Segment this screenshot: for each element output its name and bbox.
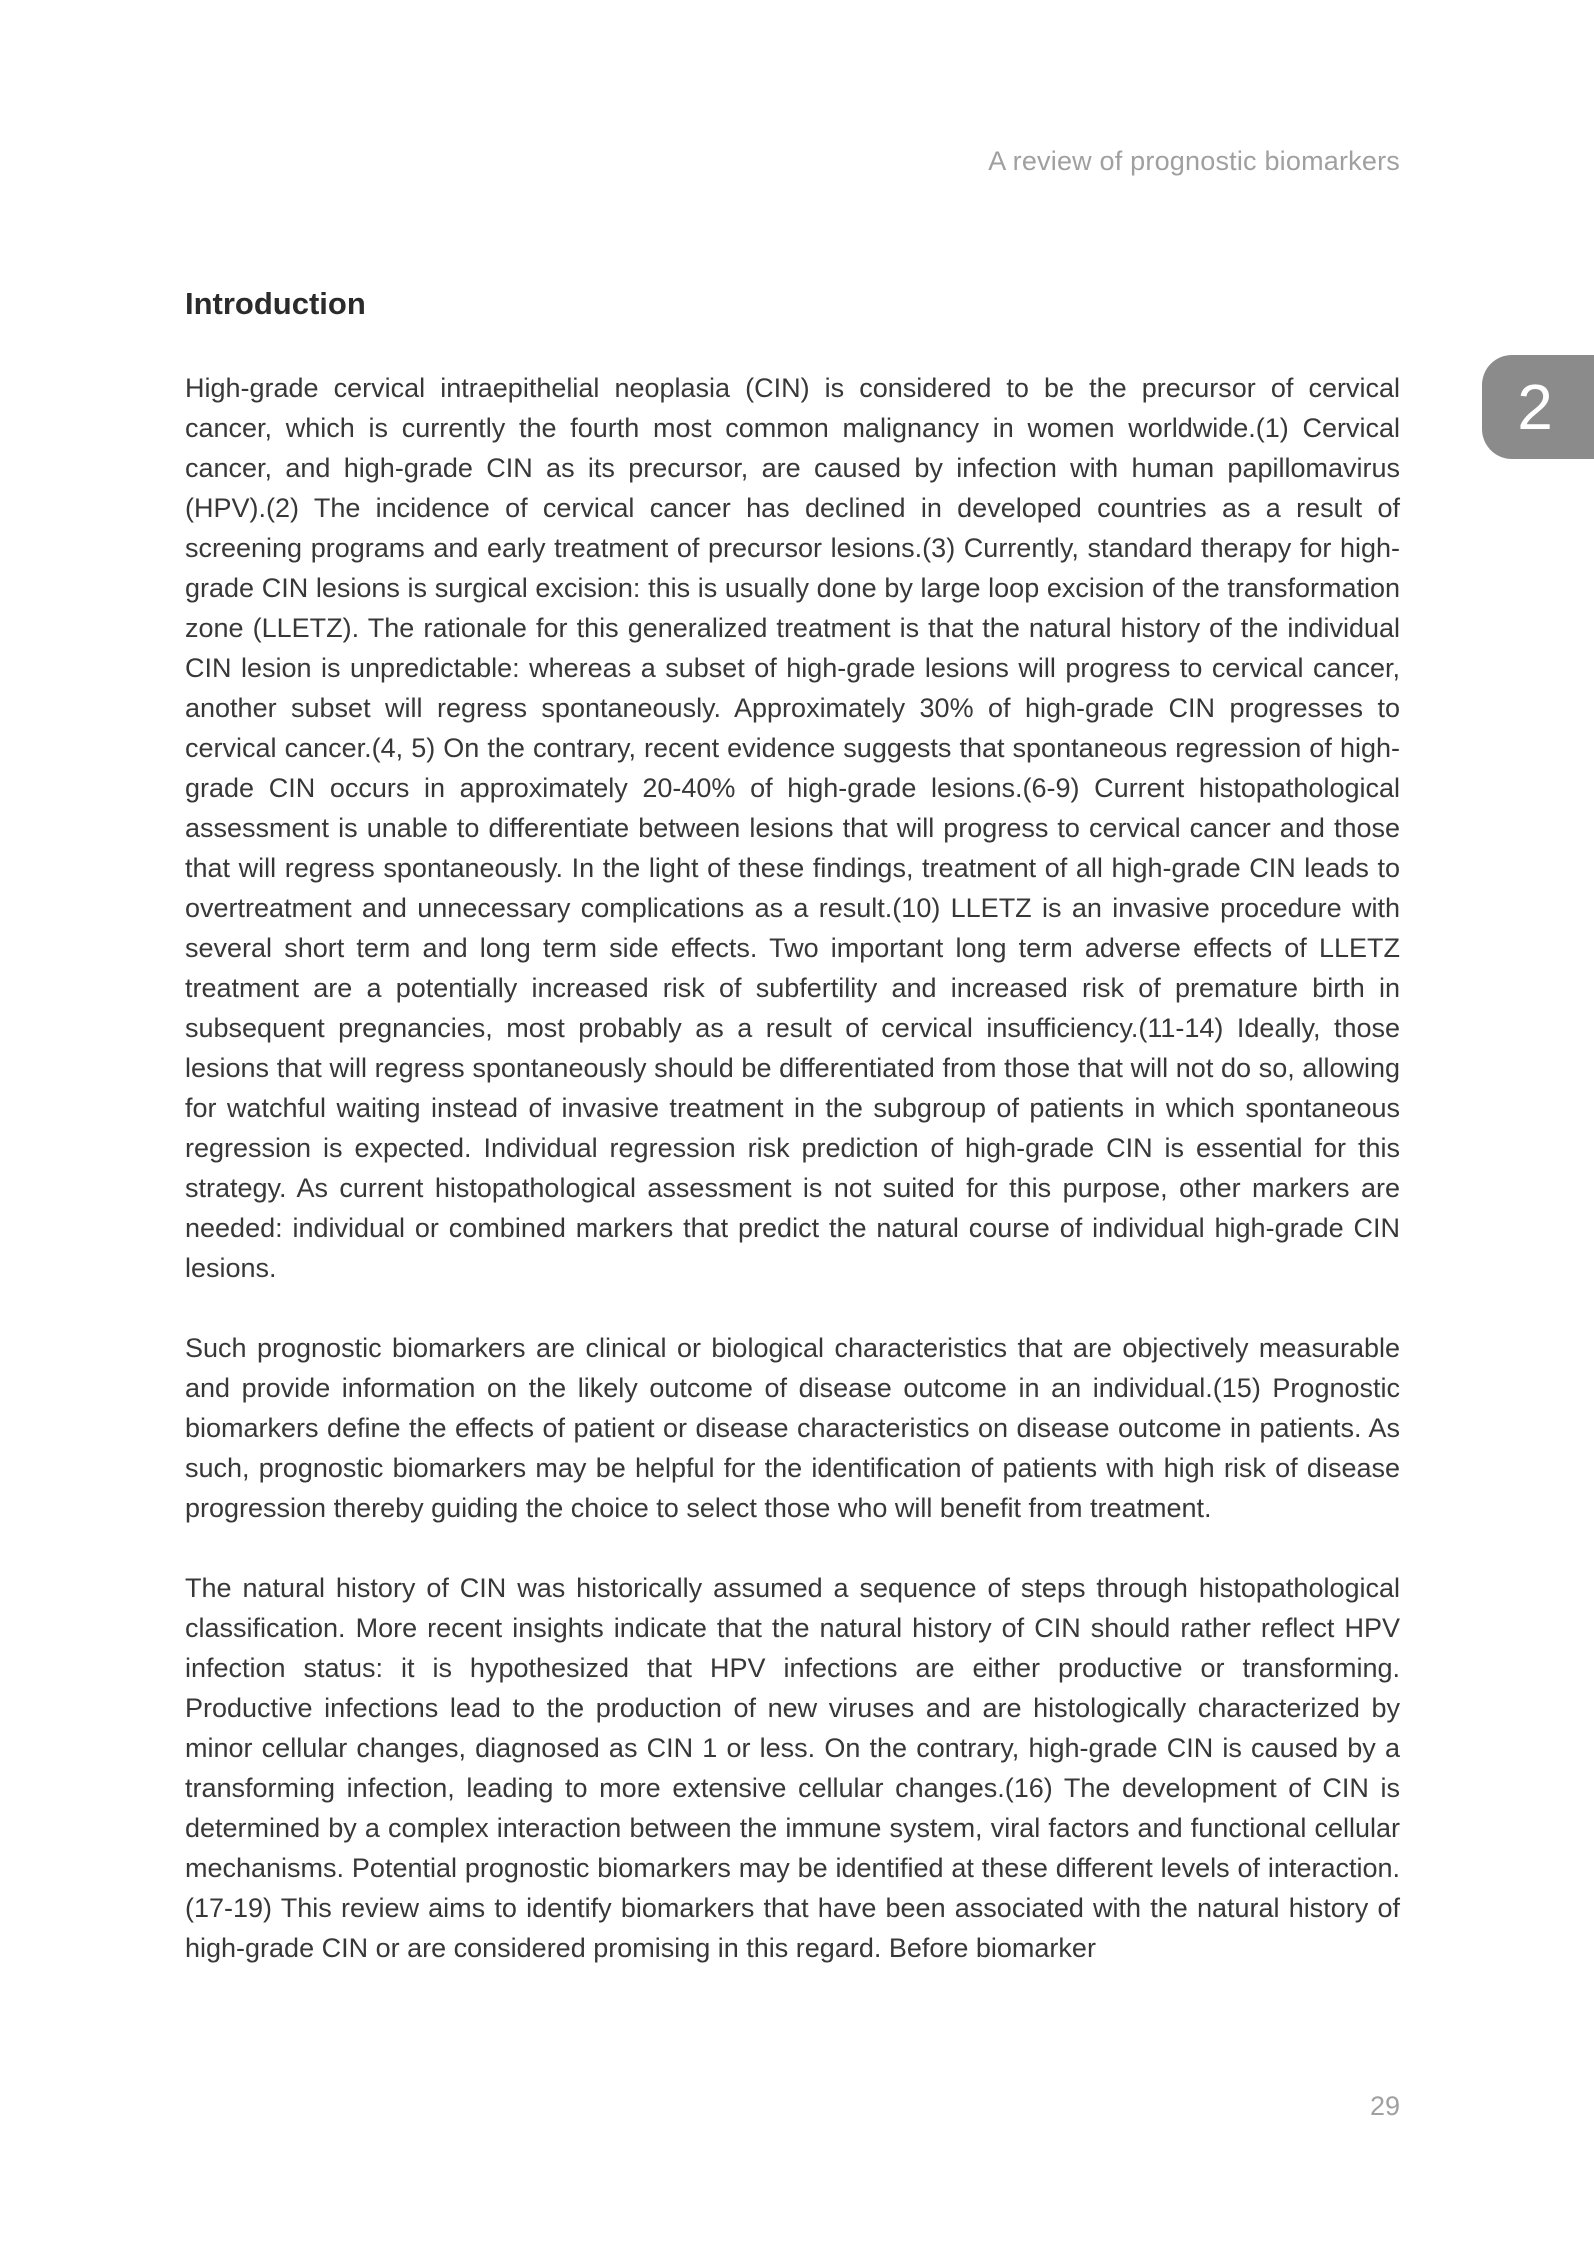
body-paragraph: Such prognostic biomarkers are clinical or biological characteristics that are objectively measurable and provide information on the likely outcome of disease outcome in an individual.(15) Prognostic biomarkers define the effects of patient or disease characteristics on disease outcome in patients. As such, prognostic biomarkers may be helpful for the identification of patients with high risk of disease progression thereby guiding the choice to select those who will benefit from treatment. <box>185 1333 1400 1523</box>
page-number: 29 <box>1369 2091 1400 2121</box>
chapter-number: 2 <box>1517 371 1553 443</box>
body-paragraph: High-grade cervical intraepithelial neoplasia (CIN) is considered to be the precursor of cervical cancer, which is currently the fourth most common malignancy in women worldwide.(1) Cervical cancer, and high-grade CIN as its precursor, are caused by infection with human papillomavirus (HPV).(2) The incidence of cervical cancer has declined in developed countries as a result of screening programs and early treatment of precursor lesions.(3) Currently, standard therapy for high-grade CIN lesions is surgical excision: this is usually done by large loop excision of the transformation zone (LLETZ). The rationale for this generalized treatment is that the natural history of the individual CIN lesion is unpredictable: whereas a subset of high-grade lesions will progress to cervical cancer, another subset will regress spontaneously. Approximately 30% of high-grade CIN progresses to cervical cancer.(4, 5) On the contrary, recent evidence suggests that spontaneous regression of high-grade CIN occurs in approximately 20-40% of high-grade lesions.(6-9) Current histopathological assessment is unable to differentiate between lesions that will progress to cervical cancer and those that will regress spontaneously. In the light of these findings, treatment of all high-grade CIN leads to overtreatment and unnecessary complications as a result.(10) LLETZ is an invasive procedure with several short term and long term side effects. Two important long term adverse effects of LLETZ treatment are a potentially increased risk of subfertility and increased risk of premature birth in subsequent pregnancies, most probably as a result of cervical insufficiency.(11-14) Ideally, those lesions that will regress spontaneously should be differentiated from those that will not do so, allowing for watchful waiting instead of invasive treatment in the subgroup of patients in which spontaneous regression is expected. Individual regression risk prediction of high-grade CIN is essential for this strategy. As current histopathological assessment is not suited for this purpose, other markers are needed: individual or combined markers that predict the natural course of individual high-grade CIN lesions. <box>185 373 1400 1283</box>
running-header: A review of prognostic biomarkers <box>988 146 1400 176</box>
chapter-tab <box>1482 355 1594 459</box>
section-title: Introduction <box>185 286 366 321</box>
body-paragraph: The natural history of CIN was historically assumed a sequence of steps through histopathological classification. More recent insights indicate that the natural history of CIN should rather reflect HPV infection status: it is hypothesized that HPV infections are either productive or transforming. Productive infections lead to the production of new viruses and are histologically characterized by minor cellular changes, diagnosed as CIN 1 or less. On the contrary, high-grade CIN is caused by a transforming infection, leading to more extensive cellular changes.(16) The development of CIN is determined by a complex interaction between the immune system, viral factors and functional cellular mechanisms. Potential prognostic biomarkers may be identified at these different levels of interaction.(17-19) This review aims to identify biomarkers that have been associated with the natural history of high-grade CIN or are considered promising in this regard. Before biomarker <box>185 1573 1400 1963</box>
page-content <box>185 286 1400 1968</box>
